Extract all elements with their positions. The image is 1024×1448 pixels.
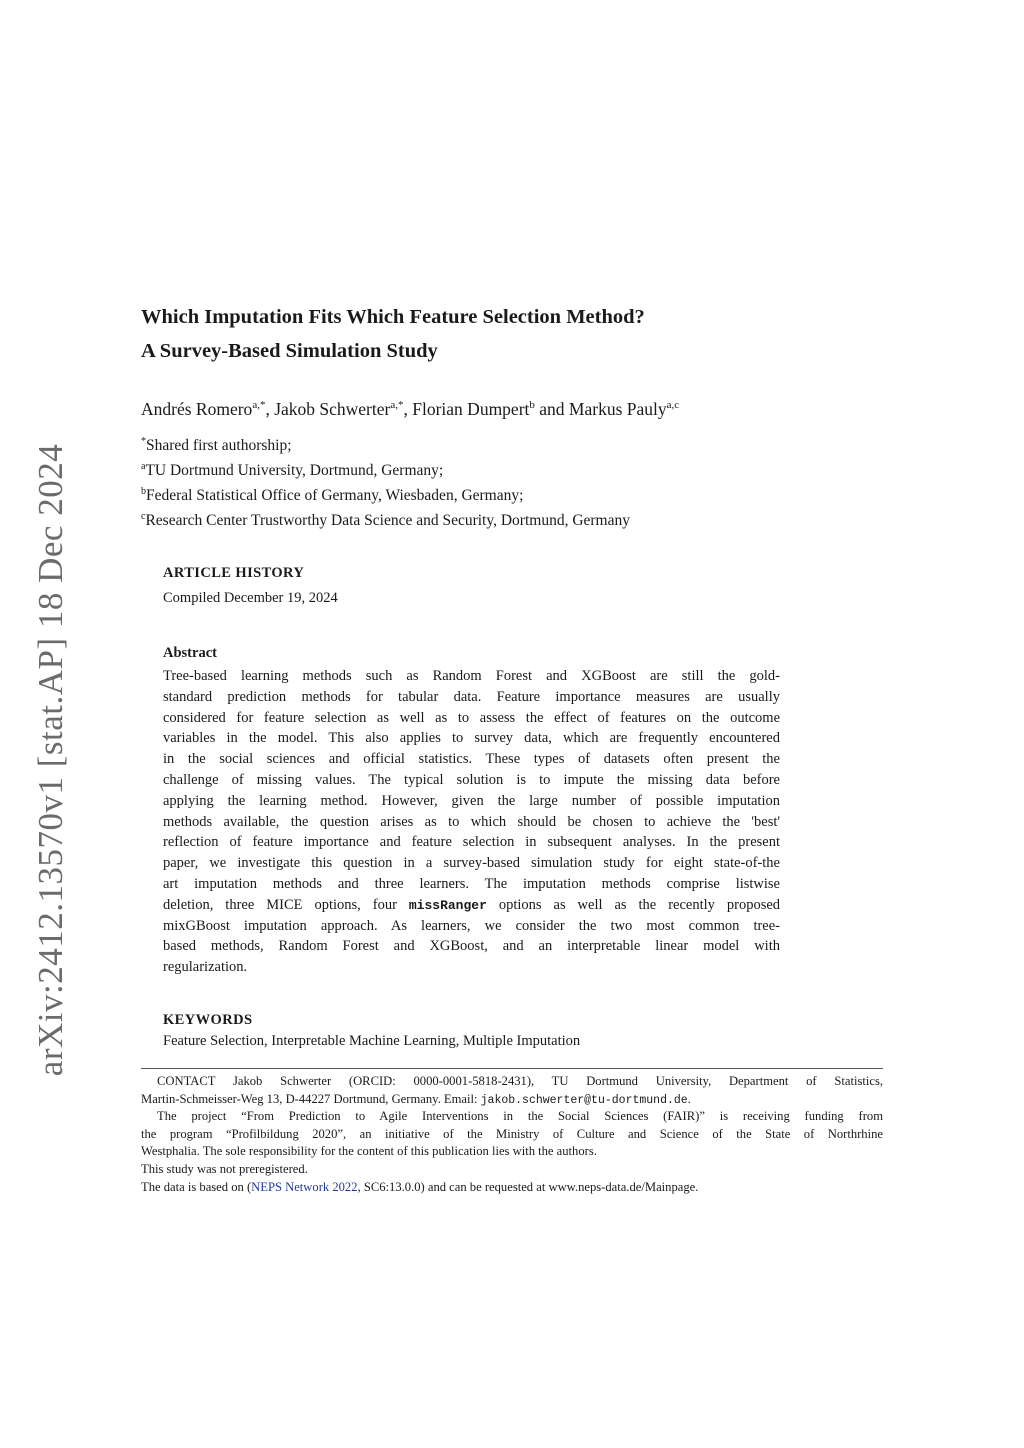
- footnotes: [141, 1073, 883, 1196]
- affiliation-line: [141, 483, 901, 508]
- affiliation-text: Research Center Trustworthy Data Science and Security, Dortmund, Germany: [145, 512, 630, 529]
- abstract-line: paper, we investigate this question in a survey-based simulation study for eight state-of-the: [163, 855, 780, 872]
- abstract-line: based methods, Random Forest and XGBoost, and an interpretable linear model with: [163, 938, 780, 955]
- abstract-body: [163, 666, 780, 978]
- author-superscript: a,*: [252, 399, 266, 411]
- title-line-2: A Survey-Based Simulation Study: [141, 340, 438, 362]
- article-history-heading: ARTICLE HISTORY: [163, 565, 305, 581]
- author-separator: and: [534, 399, 569, 419]
- contact-period: .: [687, 1091, 691, 1106]
- contact-address: Martin-Schmeisser-Weg 13, D-44227 Dortmund, Germany. Email:: [141, 1091, 478, 1106]
- abstract-line: in the social sciences and official statistics. These types of datasets often present the: [163, 751, 780, 768]
- abstract-line-part: deletion, three MICE options, four: [163, 896, 397, 913]
- affiliation-line: [141, 433, 901, 458]
- abstract-line: mixGBoost imputation approach. As learners, we consider the two most common tree-: [163, 917, 780, 934]
- data-source-note: [141, 1179, 883, 1197]
- title-line-1: Which Imputation Fits Which Feature Selection Method?: [141, 306, 645, 328]
- affiliation-mark: *: [141, 436, 146, 447]
- affiliation-text: Shared first authorship;: [146, 437, 292, 454]
- abstract-line: [163, 895, 780, 916]
- affiliation-mark: a: [141, 461, 146, 472]
- funding-line: The project “From Prediction to Agile Interventions in the Social Sciences (FAIR)” is receiving funding from: [157, 1109, 883, 1124]
- author-superscript: a,c: [666, 399, 680, 411]
- affiliations: [141, 433, 901, 533]
- affiliation-mark: c: [141, 511, 146, 522]
- abstract-line: art imputation methods and three learners. The imputation methods comprise listwise: [163, 875, 780, 892]
- abstract-line: variables in the model. This also applies to survey data, which are frequently encountered: [163, 730, 780, 747]
- affiliation-line: [141, 508, 901, 533]
- compiled-date: Compiled December 19, 2024: [163, 590, 338, 606]
- author-name: Markus Pauly: [568, 399, 667, 419]
- abstract-line: challenge of missing values. The typical solution is to impute the missing data before: [163, 771, 780, 788]
- abstract-line: regularization.: [163, 959, 248, 976]
- author-list: [141, 396, 901, 422]
- abstract-line: applying the learning method. However, given the large number of possible imputation: [163, 792, 780, 809]
- affiliation-text: Federal Statistical Office of Germany, Wiesbaden, Germany;: [146, 487, 524, 504]
- contact-line: CONTACT Jakob Schwerter (ORCID: 0000-0001-5818-2431), TU Dortmund University, Department of Statistics,: [157, 1074, 883, 1088]
- author-name: Florian Dumpert: [412, 399, 530, 419]
- keywords-text: Feature Selection, Interpretable Machine Learning, Multiple Imputation: [163, 1033, 581, 1049]
- author-name: Jakob Schwerter: [274, 399, 391, 419]
- footnote-divider: [141, 1068, 883, 1069]
- author-name: Andrés Romero: [141, 399, 253, 419]
- arxiv-identifier: arXiv:2412.13570v1 [stat.AP] 18 Dec 2024: [31, 443, 71, 1077]
- author-superscript: b: [529, 399, 535, 411]
- abstract-line: considered for feature selection as well as to assess the effect of features on the outcome: [163, 709, 780, 726]
- abstract-heading: Abstract: [163, 645, 217, 661]
- keywords-heading: KEYWORDS: [163, 1012, 253, 1028]
- abstract-line: reflection of feature importance and feature selection in subsequent analyses. In the present: [163, 834, 780, 851]
- affiliation-line: [141, 458, 901, 483]
- author-separator: ,: [403, 399, 413, 419]
- abstract-line: Tree-based learning methods such as Random Forest and XGBoost are still the gold-: [163, 668, 780, 684]
- paper-title: [141, 300, 901, 368]
- citation-link[interactable]: NEPS Network 2022: [251, 1179, 358, 1194]
- abstract-line-part: options as well as the recently proposed: [498, 896, 781, 913]
- funding-line: Westphalia. The sole responsibility for the content of this publication lies with the authors.: [141, 1144, 597, 1159]
- contact-email[interactable]: jakob.schwerter@tu-dortmund.de: [480, 1093, 688, 1107]
- affiliation-text: TU Dortmund University, Dortmund, Germany;: [145, 462, 444, 479]
- author-separator: ,: [265, 399, 275, 419]
- data-note-prefix: The data is based on (: [141, 1179, 252, 1194]
- abstract-line: standard prediction methods for tabular data. Feature importance measures are usually: [163, 688, 780, 705]
- abstract-line: methods available, the question arises as to which should be chosen to achieve the 'best': [163, 813, 780, 830]
- funding-line: the program “Profilbildung 2020”, an initiative of the Ministry of Culture and Science of the State of Northrhine: [141, 1126, 883, 1141]
- preregistration-note: This study was not preregistered.: [141, 1161, 308, 1176]
- data-note-suffix: , SC6:13.0.0) and can be requested at www.neps-data.de/Mainpage.: [357, 1179, 699, 1194]
- affiliation-mark: b: [141, 486, 146, 497]
- code-term: missRanger: [408, 897, 487, 913]
- contact-line: [141, 1091, 883, 1109]
- author-superscript: a,*: [390, 399, 404, 411]
- arxiv-sidebar-stamp: [29, 440, 73, 1080]
